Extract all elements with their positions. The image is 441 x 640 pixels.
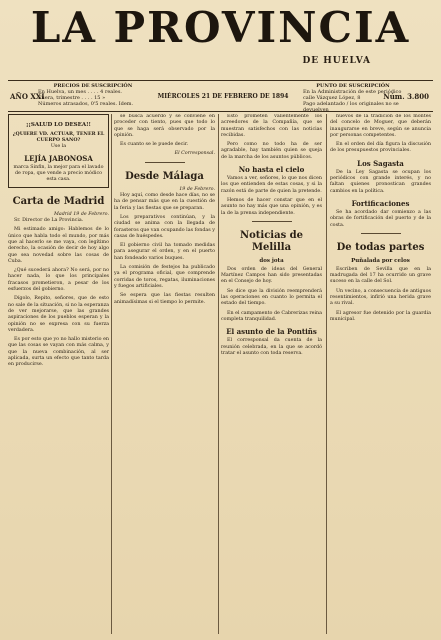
subheading: No hasta el cielo [238, 165, 305, 175]
column-rule [111, 114, 112, 634]
subheading: Noticias de Melilla [239, 229, 304, 253]
newspaper-subtitle: DE HUELVA [302, 56, 371, 66]
subheading: Fortificaciones [351, 198, 410, 208]
issue-number: Núm. 3.800 [383, 92, 429, 101]
subheading: El asunto de la Pontiñs [226, 327, 317, 337]
column-rule [218, 114, 219, 634]
column-rule [326, 114, 327, 634]
subscription-points: PUNTO DE SUSCRIPCIÓN En la Administración de este periódico calle Vázquez López, 8 Pago adelantado / los originales no se devuelven [303, 83, 402, 113]
article-title: Carta de Madrid [12, 195, 105, 207]
info-bar [8, 80, 433, 112]
column-2: se busca acuerdo y se conviene en proceder con tiento, pues que todo lo que se haga será observado por la opinión. Es cuanto se le puede decir. El Corresponsal. Desde Málaga 19 de Febrero. Hoy aquí, como desde hace días, no se ha de pensar más que en la cuestión de la feria y las fiestas que se preparan. Los preparativos continúan, y la ciudad se anima con la llegada de forasteros que van ocupando las fondas y casas de huéspedes. El gobierno civil ha tomado medidas para asegurar el orden, y en el puerto han fondeado varios buques. La comisión de festejos ha publicado ya el programa oficial, que comprende corridas de toros, regatas, iluminaciones y fuegos artificiales. Se espera que las fiestas resulten animadísimas si el tiempo lo permite. [114, 114, 215, 305]
year-label: AÑO XXI [10, 92, 45, 101]
subheading: Los Sagasta [357, 158, 404, 168]
advert-box: ¡¡SALUD LO DESEA!! ¿QUIERE VD. ACTUAR, TENER EL CUERPO SANO? Use la LEJÍA JABONOSA marca Sinfin, la mejor para el lavado de ropa, que vende a precio módico esta casa. [8, 114, 109, 188]
subscription-prices: PRECIOS DE SUSCRIPCIÓN En Huelva, un mes . . . . 4 reales. Fuera, trimestre . . . . 15 » Números atrasados, 0'5 reales. Idem. [38, 83, 134, 107]
section-title: Desde Málaga [125, 170, 204, 182]
divider [361, 233, 401, 234]
divider [145, 162, 185, 163]
masthead [0, 0, 441, 70]
signature: El Corresponsal. [174, 151, 215, 157]
column-3: Esto prometen valientemente los acreedores de la Compañía, que se muestran satisfechos con las noticias recibidas. Pero como no todo ha de ser agradable, hay también quien se queja de la marcha de los asuntos públicos. No hasta el cielo Vamos a ver, señores, lo que nos dicen los que entienden de estas cosas, y si la razón está de parte de quien la pretende. Hemos de hacer constar que en el asunto no hay más que una opinión, y es la de la prensa independiente. Noticias de Melilla dos jota Dos orden de ideas del General Martínez Campos han sido presentadas en el Consejo de hoy. Se dice que la división reemprenderá las operaciones en cuanto lo permita el estado del tiempo. En el campamento de Cabrerizas reina completa tranquilidad. El asunto de la Pontiñs El corresponsal da cuenta de la reunión celebrada, en la que se acordó tratar el asunto con toda reserva. [221, 114, 322, 356]
section-title: De todas partes [336, 241, 425, 253]
column-1: ¡¡SALUD LO DESEA!! ¿QUIERE VD. ACTUAR, TENER EL CUERPO SANO? Use la LEJÍA JABONOSA marca Sinfin, la mejor para el lavado de ropa, que vende a precio módico esta casa. Carta de Madrid Madrid 19 de Febrero. Sr. Director de La Provincia. Mi estimado amigo: Hablemos de lo único que habla todo el mundo, por más que al hacerlo se me vaya, con legítimo derecho, la ocasión de decir de hoy algo que sea novedad sobre las cosas de Cuba. ¿Qué sucederá ahora? No será, por no hacer nada, lo que los principales fracasos prometieron, a pesar de los esfuerzos del gobierno. Dígolo, Repito, señores, que de esto no sale de la situación, si no la esperanza de ver mejorarse, que las grandes aspiraciones de los pueblos esperan y la opinión no se expresa con su fuerza verdadera. Es por esto que yo no hallo misterio en que las cosas se vayan con más calma, y que la nueva combinación, al ser aplicada, surta un efecto que tanto tarda en producirse. [8, 114, 109, 634]
divider [252, 221, 292, 222]
column-4: nuevos de la tradición de los montes del concelo de Moguer, que deberán inaugurarse en breve, según se anuncia por personas competentes. En el orden del día figura la discusión de los presupuestos provinciales. Los Sagasta De la Ley Sagasta se ocupan los periódicos con grande interés, y no faltan quienes pronostican grandes cambios en la política. Fortificaciones Se ha acordado dar comienzo a las obras de fortificación del puerto y de la costa. De todas partes Puñalada por celos Escriben de Sevilla que en la madrugada del 17 ha ocurrido un grave suceso en la calle del Sol. Un vecino, a consecuencia de antiguos resentimientos, infirió una herida grave a su rival. El agresor fue detenido por la guardia municipal. [330, 114, 431, 322]
newspaper-title: LA PROVINCIA [30, 3, 411, 52]
issue-date: MIÉRCOLES 21 DE FEBRERO DE 1894 [157, 93, 289, 100]
